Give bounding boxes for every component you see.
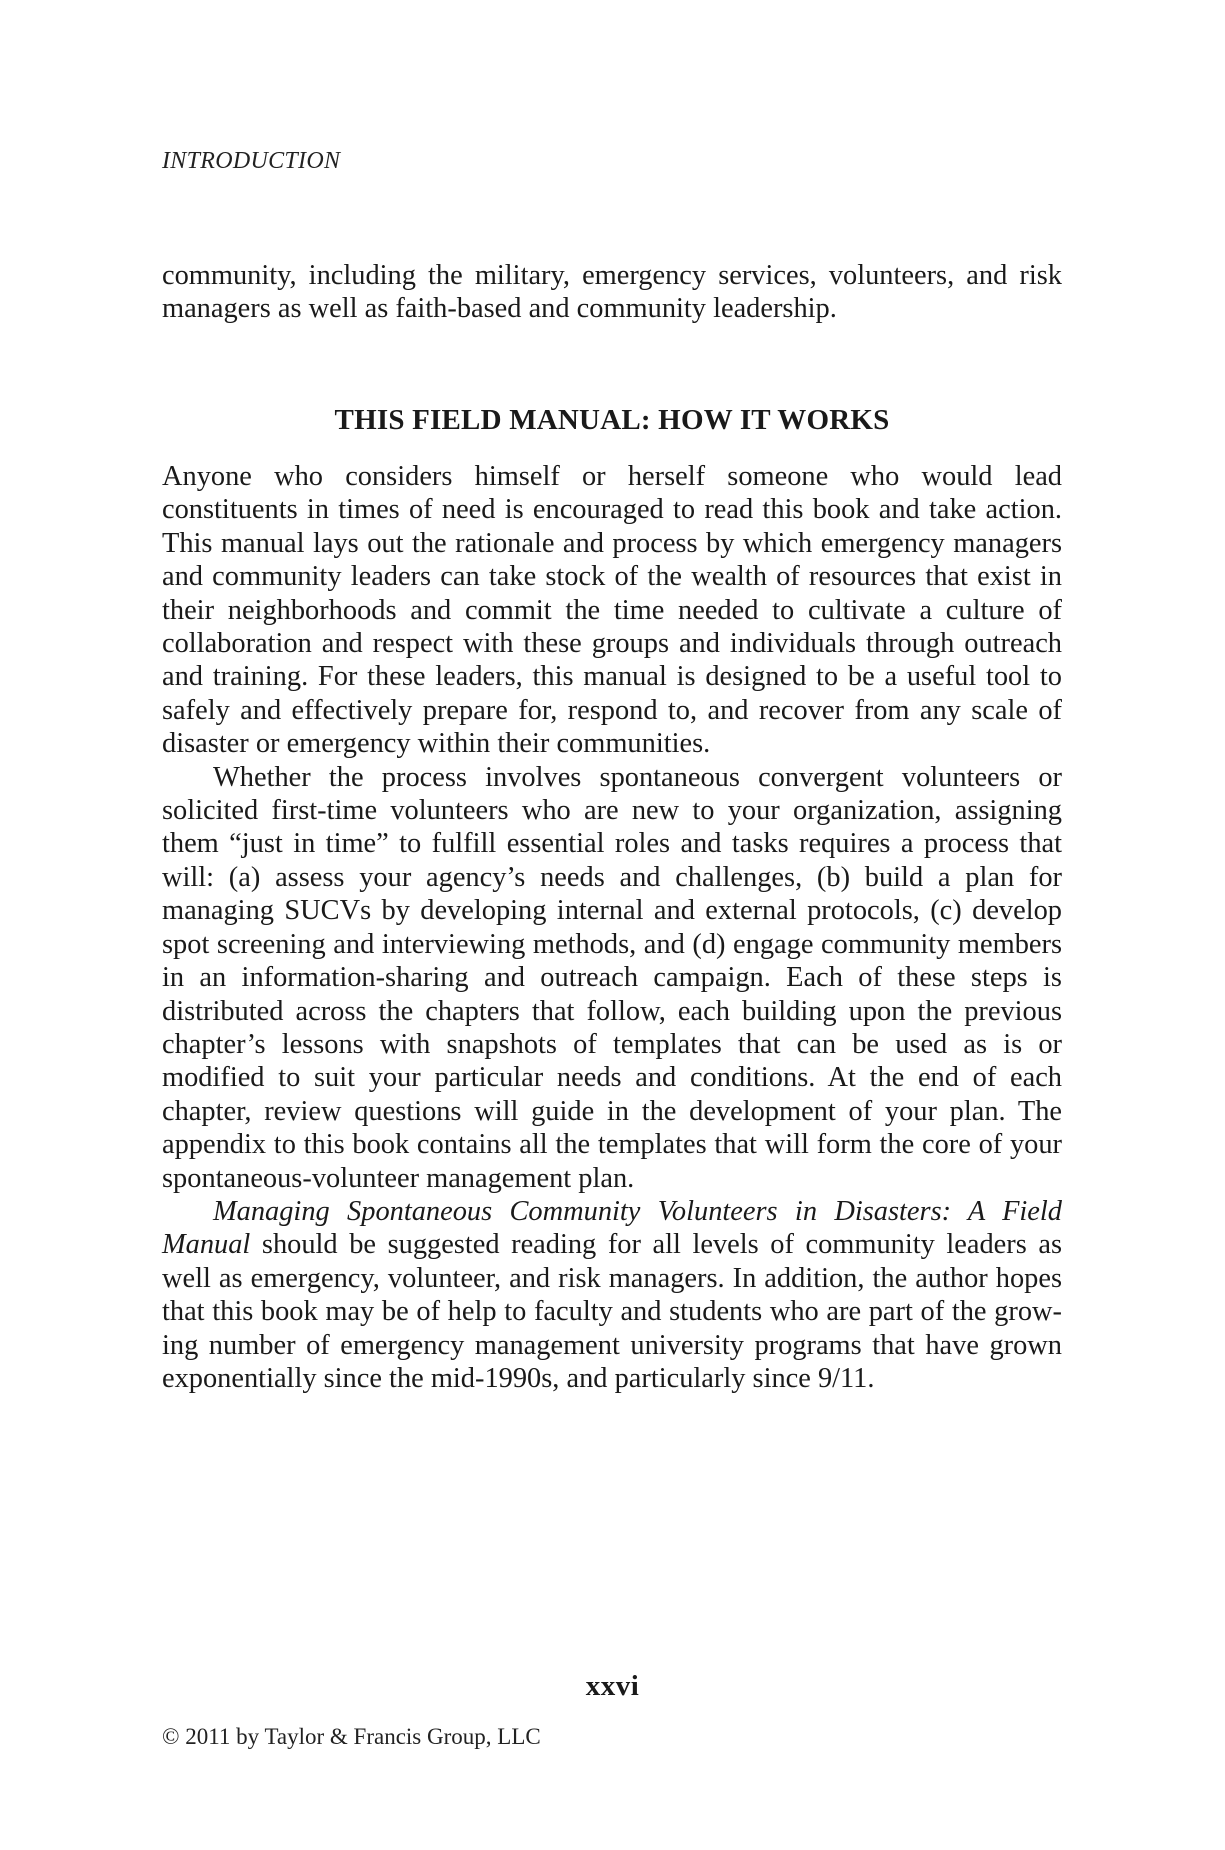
body-paragraph-2: Whether the process involves spontaneous convergent volunteers or solicited first-time volunteers who are new to your organization, assigning them “just in time” to fulfill essential roles and tasks requires a process that will: (a) assess your agency’s needs and challenges, (b) build a plan for managing SUCVs by developing internal and external protocols, (c) develop spot screening and interviewing methods, and (d) engage community members in an information-sharing and outreach campaign. Each of these steps is distributed across the chapters that follow, each building upon the previous chapter’s lessons with snapshots of templates that can be used as is or modified to suit your particular needs and conditions. At the end of each chapter, review questions will guide in the development of your plan. The appendix to this book contains all the templates that will form the core of your spontaneous-volunteer management plan. [162, 761, 1062, 1194]
running-head: INTRODUCTION [162, 148, 341, 174]
body-paragraph-1: Anyone who considers himself or herself someone who would lead constituents in times of need is encouraged to read this book and take action. This manual lays out the rationale and process by which emergency managers and community leaders can take stock of the wealth of resources that exist in their neighborhoods and commit the time needed to cultivate a culture of collaboration and respect with these groups and individuals through outreach and training. For these leaders, this manual is designed to be a useful tool to safely and effectively prepare for, respond to, and recover from any scale of disaster or emergency within their communities. [162, 461, 1062, 760]
book-title: Managing Spontaneous Community Volunteers in Disasters: A Field Manual [162, 1195, 1062, 1261]
body-paragraph-3-text: should be suggested reading for all levels of community leaders as well as emergency, volunteer, and risk managers. In addition, the author hopes that this book may be of help to faculty and students who are part of the growing number of emergency management university programs that have grown exponentially since the mid-1990s, and particularly since 9/11. [162, 1229, 1062, 1394]
section-body [162, 460, 1062, 1395]
continuation-paragraph: community, including the military, emergency services, volunteers, and risk managers as well as faith-based and community leadership. [162, 260, 1062, 325]
copyright-notice: © 2011 by Taylor & Francis Group, LLC [162, 1724, 541, 1749]
continuation-block [162, 259, 1062, 326]
page-number: xxvi [585, 1670, 640, 1702]
section-heading: THIS FIELD MANUAL: HOW IT WORKS [334, 404, 890, 436]
body-paragraph-3 [162, 1195, 1062, 1395]
